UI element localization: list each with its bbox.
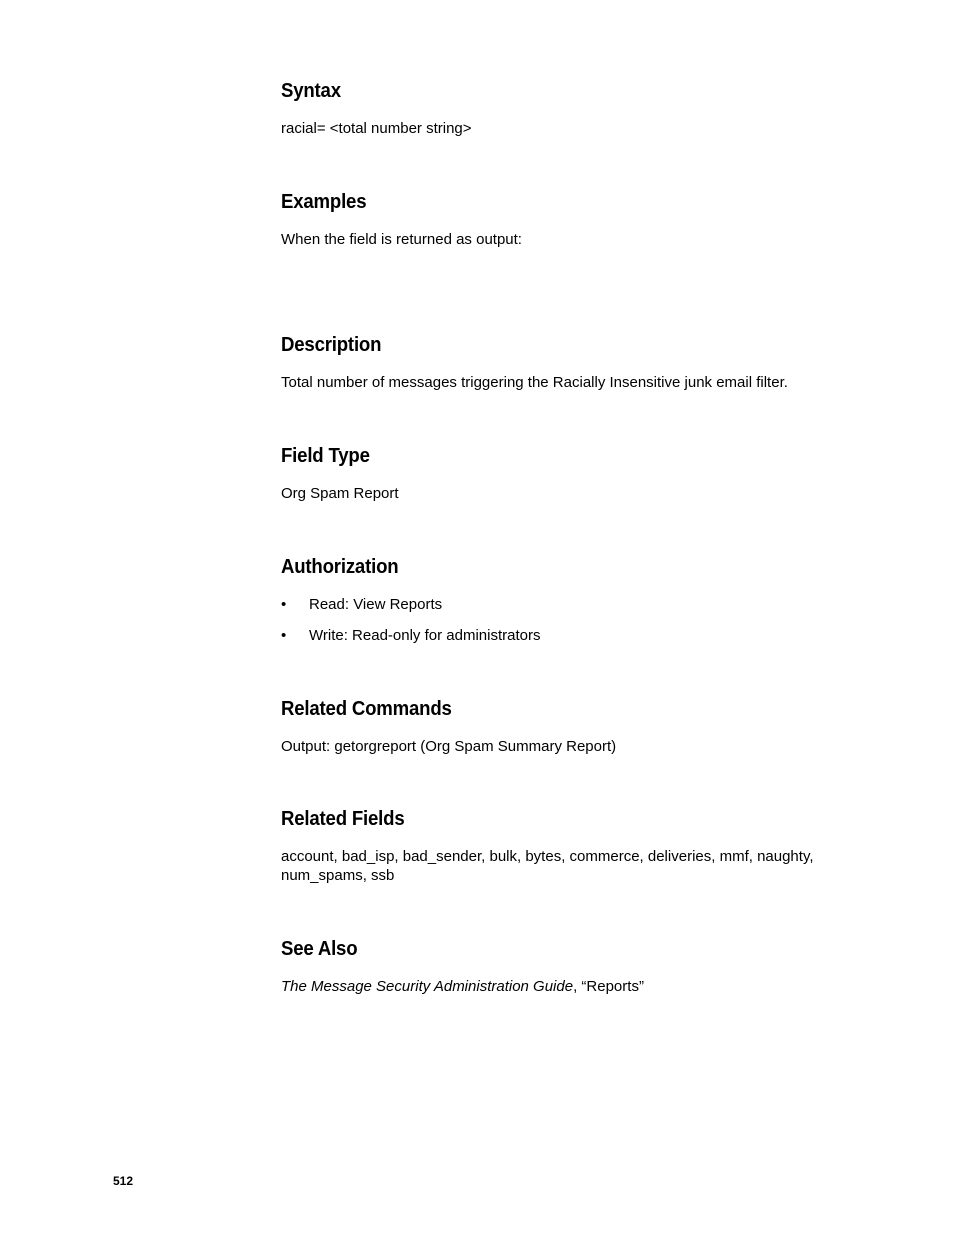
related-commands-text: Output: getorgreport (Org Spam Summary Report) xyxy=(281,738,617,755)
section-description xyxy=(281,333,841,392)
list-item-text: Read: View Reports xyxy=(309,596,443,613)
section-field-type xyxy=(281,444,841,503)
list-item xyxy=(281,626,841,645)
chapter-reference: “Reports” xyxy=(581,978,644,995)
section-see-also xyxy=(281,937,841,996)
description-text: Total number of messages triggering the Racially Insensitive junk email filter. xyxy=(281,374,788,391)
section-authorization xyxy=(281,555,841,657)
syntax-text: racial= <total number string> xyxy=(281,120,472,137)
list-item xyxy=(281,595,841,614)
see-also-text xyxy=(281,977,841,996)
guide-title: The Message Security Administration Guide xyxy=(281,978,574,995)
section-related-fields xyxy=(281,807,841,885)
heading-syntax: Syntax xyxy=(281,80,341,102)
field-type-text: Org Spam Report xyxy=(281,485,399,502)
heading-description: Description xyxy=(281,334,382,356)
heading-see-also: See Also xyxy=(281,938,358,960)
bullet-icon: • xyxy=(281,627,287,644)
section-related-commands xyxy=(281,697,841,756)
section-examples xyxy=(281,190,841,249)
examples-text: When the field is returned as output: xyxy=(281,231,522,248)
heading-field-type: Field Type xyxy=(281,445,370,467)
section-syntax xyxy=(281,79,841,138)
authorization-list xyxy=(281,595,841,645)
heading-examples: Examples xyxy=(281,191,367,213)
see-also-separator: , xyxy=(573,978,582,995)
related-fields-text: account, bad_isp, bad_sender, bulk, bytes, commerce, deliveries, mmf, naughty, num_spams, ssb xyxy=(281,848,814,884)
heading-authorization: Authorization xyxy=(281,556,399,578)
bullet-icon: • xyxy=(281,596,287,613)
list-item-text: Write: Read-only for administrators xyxy=(309,627,541,644)
heading-related-fields: Related Fields xyxy=(281,808,405,830)
heading-related-commands: Related Commands xyxy=(281,698,452,720)
page-number: 512 xyxy=(113,1174,134,1188)
